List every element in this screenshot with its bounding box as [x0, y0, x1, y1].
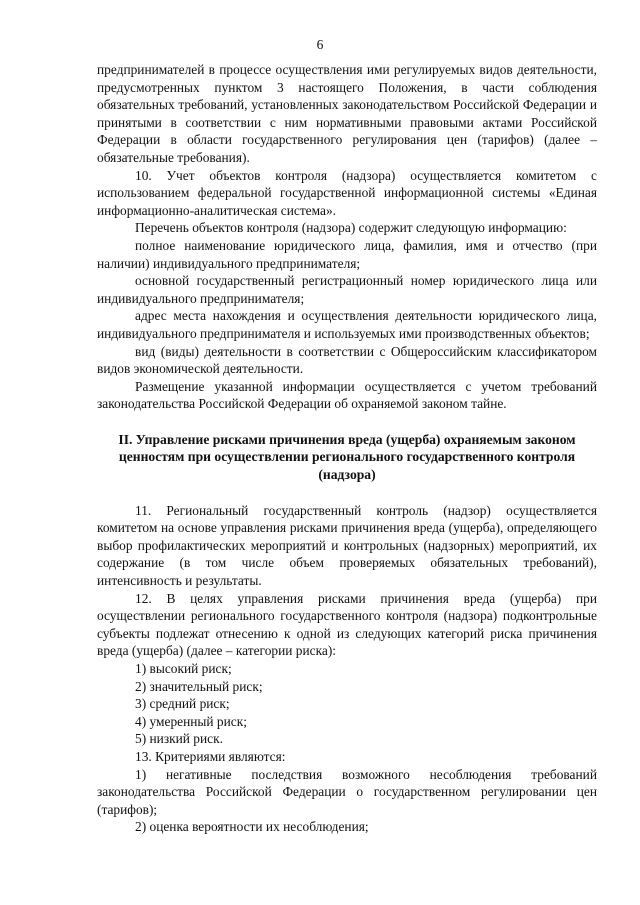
risk-category-medium: 3) средний риск;	[135, 696, 230, 712]
paragraph-address: адрес места нахождения и осуществления деятельности юридического лица, индивидуального предпринимателя и используемых ими производственных объектов;	[97, 308, 597, 341]
criteria-item-2: 2) оценка вероятности их несоблюдения;	[135, 819, 369, 835]
risk-category-significant: 2) значительный риск;	[135, 678, 263, 694]
risk-category-high: 1) высокий риск;	[135, 661, 232, 676]
paragraph-item-11: 11. Региональный государственный контроль (надзор) осуществляется комитетом на основе управления рисками причинения вреда (ущерба), определяющего выбор профилактических мероприятий и контрольных (надзорных) мероприятий, их содержание (в том числе объем проверяемых обязательных требований), интенсивность и результаты.	[97, 502, 597, 589]
paragraph-criteria-intro: 13. Критериями являются:	[135, 748, 286, 764]
paragraph-full-name: полное наименование юридического лица, фамилия, имя и отчество (при наличии) индивидуального предпринимателя;	[97, 237, 597, 271]
paragraph-registration-number: основной государственный регистрационный номер юридического лица или индивидуального предпринимателя;	[97, 273, 597, 306]
paragraph-activity-type: вид (виды) деятельности в соответствии с Общероссийским классификатором видов экономической деятельности.	[97, 343, 597, 377]
criteria-item-1: 1) негативные последствия возможного несоблюдения требований законодательства Российской Федерации о государственном регулировании цен (тарифов);	[97, 766, 597, 817]
page-number: 6	[316, 37, 324, 52]
paragraph-secrecy: Размещение указанной информации осуществляется с учетом требований законодательства Российской Федерации об охраняемой законом тайне.	[97, 378, 597, 412]
risk-category-moderate: 4) умеренный риск;	[135, 713, 247, 729]
paragraph-item-12: 12. В целях управления рисками причинения вреда (ущерба) при осуществлении регионального государственного контроля (надзора) подконтрольные субъекты подлежат отнесению к одной из следующих категорий риска причинения вреда (ущерба) (далее – категории риска):	[97, 590, 597, 659]
section-heading: II. Управление рисками причинения вреда (ущерба) охраняемым законом ценностям при осуществлении регионального государственного контроля (надзора)	[118, 431, 576, 483]
document-body	[97, 61, 597, 836]
paragraph-object-list-intro: Перечень объектов контроля (надзора) содержит следующую информацию:	[135, 220, 567, 236]
paragraph-item-10: 10. Учет объектов контроля (надзора) осуществляется комитетом с использованием федеральной государственной информационной системы «Единая информационно-аналитическая система».	[97, 167, 597, 218]
risk-category-low: 5) низкий риск.	[135, 731, 223, 747]
paragraph-continuation: предпринимателей в процессе осуществления ими регулируемых видов деятельности, предусмотренных пунктом 3 настоящего Положения, в части соблюдения обязательных требований, установленных законодательством Российской Федерации и принятыми в соответствии с ним нормативными правовыми актами Российской Федерации в области государственного регулирования цен (тарифов) (далее – обязательные требования).	[97, 62, 597, 165]
